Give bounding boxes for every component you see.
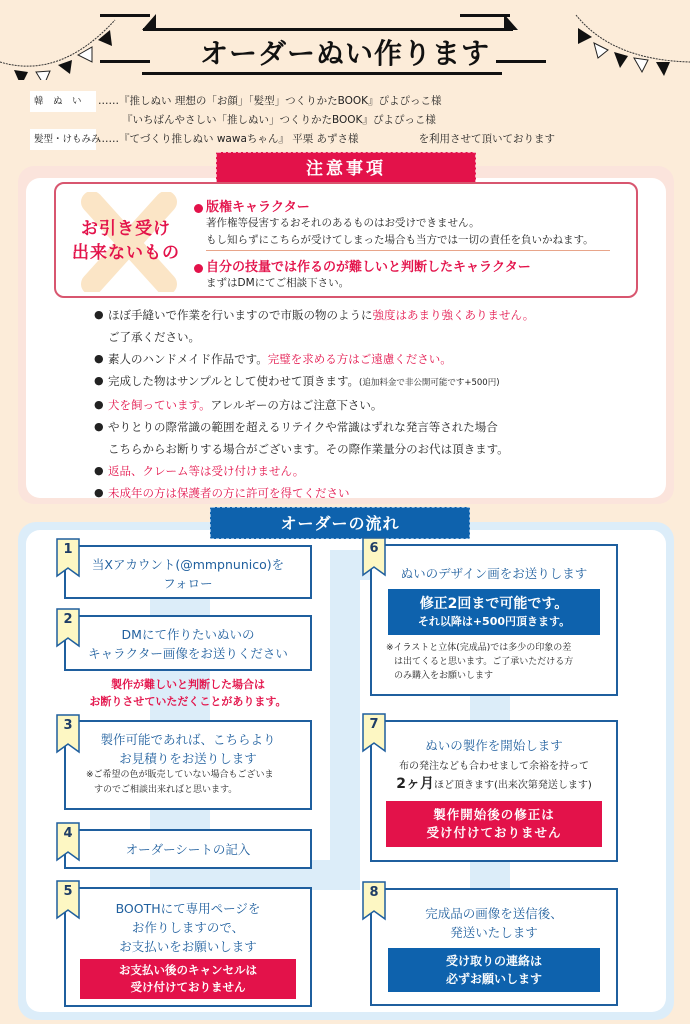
step-body [372, 775, 616, 795]
step-1-card [64, 545, 312, 599]
step-text: BOOTHにて専用ページを [115, 901, 261, 916]
bullet-icon [94, 326, 108, 348]
step-8-info-band [388, 948, 600, 992]
rule-text: ほぼ手縫いで作業を行いますので市販の物のように [108, 308, 373, 322]
step-text: 完成品の画像を送信後、 [425, 906, 563, 921]
bullet-icon: ● [94, 308, 104, 321]
step-number: 5 [63, 884, 73, 899]
step-number: 4 [63, 826, 73, 841]
step-6-card [370, 544, 618, 696]
step-body-rest: ほど頂きます(出来次第発送します) [433, 780, 592, 791]
step-text: お作りしますので、 [131, 920, 245, 935]
step-note: は出てくると思います。ご了承いただける方 [394, 657, 574, 667]
step-text: お支払いをお願いします [119, 939, 257, 954]
step-text: オーダーシートの記入 [125, 842, 251, 857]
bullet-dot-icon [194, 264, 203, 273]
step-2-number-badge [56, 608, 80, 648]
step-3-card [64, 720, 312, 810]
bullet-icon: ● [94, 398, 104, 411]
step-5-warning-band [80, 959, 296, 999]
step-8-number-badge [362, 881, 386, 921]
step-6-number-badge [362, 537, 386, 577]
rule-item [94, 482, 654, 504]
step-7-number-badge [362, 713, 386, 753]
ng-title [66, 217, 186, 265]
step-text: フォロー [163, 576, 213, 591]
rule-text: やりとりの際常識の範囲を超えるリテイクや常識はずれな発言等された場合 [108, 420, 498, 434]
step-7-warning-band [386, 801, 602, 847]
bullet-icon [94, 438, 108, 460]
rule-highlight: 犬を飼っています。 [108, 398, 211, 412]
rules-list [94, 304, 654, 504]
step-2-warning [64, 676, 312, 710]
band-text: 修正2回まで可能です。 [419, 596, 569, 612]
credit-text: ……『推しぬい 理想の「お顔」「髪型」つくりかたBOOK』ぴよぴっこ様 [98, 95, 442, 107]
step-note: すのでご相談出来ればと思います。 [94, 785, 238, 795]
rule-text: こちらからお断りする場合がございます。その際作業量分のお代は頂きます。 [108, 442, 509, 456]
band-text: 受け取りの連絡は [445, 954, 542, 968]
rule-text: ご了承ください。 [108, 330, 200, 344]
credit-text: 『いちばんやさしい「推しぬい」つくりかたBOOK』ぴよぴっこ様 [122, 114, 436, 126]
step-note: ※イラストと立体(完成品)では多少の印象の差 [386, 643, 572, 653]
step-number: 3 [63, 718, 73, 733]
rule-item [94, 370, 654, 394]
step-note: ※ご希望の色が販売していない場合もございま [86, 770, 274, 780]
credit-suffix: を利用させて頂いております [418, 133, 556, 145]
step-text: 発送いたします [450, 925, 538, 940]
bullet-icon: ● [94, 464, 104, 477]
rule-text: 素人のハンドメイド作品です。 [108, 352, 268, 366]
band-text: 受け付けておりません [426, 825, 562, 840]
step-number: 2 [63, 612, 73, 627]
credit-row [30, 92, 670, 111]
step-text: ぬいの製作を開始します [425, 738, 563, 753]
step-4-card [64, 829, 312, 869]
rule-item [94, 326, 654, 348]
step-5-card [64, 887, 312, 1007]
credits-list [30, 92, 670, 149]
bullet-icon: ● [94, 420, 104, 433]
ng-title-line: お引き受け [81, 219, 171, 239]
step-text: お見積りをお送りします [119, 751, 257, 766]
rule-item [94, 460, 654, 482]
step-text: ぬいのデザイン画をお送りします [400, 566, 588, 581]
credit-row [30, 130, 670, 149]
rule-text: アレルギーの方はご注意下さい。 [210, 398, 383, 412]
step-number: 6 [369, 541, 379, 556]
step-7-card [370, 720, 618, 862]
band-text: 必ずお願いします [445, 972, 542, 986]
duration-value: 2ヶ月 [396, 776, 434, 792]
ng-item-desc: もし知らずにこちらが受けてしまった場合も当方では一切の責任を負いかねます。 [206, 234, 594, 246]
rule-item [94, 348, 654, 370]
rule-small-note: (追加料金で非公開可能です+500円) [359, 378, 500, 388]
warning-text: 製作が難しいと判断した場合は [111, 678, 265, 691]
rule-highlight: 強度はあまり強くありません。 [372, 308, 535, 322]
credit-text: ……『てづくり推しぬい wawaちゃん』 平栗 あずさ様 [98, 133, 359, 145]
step-number: 8 [369, 885, 379, 900]
ng-item-heading: 自分の技量では作るのが難しいと判断したキャラクター [206, 260, 531, 275]
caution-heading: 注意事項 [216, 152, 476, 184]
step-5-number-badge [56, 880, 80, 920]
ng-title-line: 出来ないもの [72, 243, 180, 263]
band-text: お支払い後のキャンセルは [119, 963, 257, 977]
bullet-dot-icon [194, 204, 203, 213]
step-3-number-badge [56, 714, 80, 754]
page-title: オーダーぬい作ります [199, 37, 490, 70]
band-text: 受け付けておりません [130, 980, 246, 994]
rule-text: 完成した物はサンプルとして使わせて頂きます。 [108, 374, 360, 388]
step-6-info-band [388, 589, 600, 635]
bullet-icon: ● [94, 486, 104, 499]
rule-item [94, 416, 654, 438]
credit-label: 髪型・けもみみ [30, 129, 96, 150]
bullet-icon: ● [94, 352, 104, 365]
step-note: のみ購入をお願いします [394, 671, 494, 681]
rule-item [94, 304, 654, 326]
credit-label [30, 120, 96, 122]
ng-item-desc: 著作権等侵害するおそれのあるものはお受けできません。 [206, 217, 480, 229]
step-text: 製作可能であれば、こちらより [100, 732, 276, 747]
ng-item [194, 256, 531, 292]
title-banner [100, 12, 590, 74]
step-4-number-badge [56, 822, 80, 862]
step-2-card [64, 615, 312, 671]
flow-heading: オーダーの流れ [210, 507, 470, 539]
warning-text: お断りさせていただくことがあります。 [89, 695, 287, 708]
rule-highlight: 返品、クレーム等は受け付けません。 [108, 464, 305, 478]
credit-label: 韓 ぬ い [30, 91, 96, 112]
band-text: 製作開始後の修正は [433, 807, 555, 822]
ng-item-desc: まずはDMにてご相談下さい。 [206, 277, 350, 289]
band-text: それ以降は+500円頂きます。 [417, 615, 571, 628]
rule-highlight: 未成年の方は保護者の方に許可を得てください [108, 486, 350, 500]
credit-row [30, 111, 670, 130]
ng-item-heading: 版権キャラクター [206, 200, 310, 215]
step-body: 布の発注なども合わせまして余裕を持って [399, 761, 589, 772]
rule-item [94, 394, 654, 416]
divider [206, 250, 610, 251]
step-8-card [370, 888, 618, 1006]
step-text: キャラクター画像をお送りください [88, 646, 288, 661]
flow-connector [330, 550, 360, 890]
step-text: 当Xアカウント(@mmpnunico)を [91, 557, 285, 572]
ng-item [194, 196, 594, 249]
rule-item [94, 438, 654, 460]
bullet-icon: ● [94, 374, 104, 387]
step-text: DMにて作りたいぬいの [121, 627, 255, 642]
step-1-number-badge [56, 538, 80, 578]
rule-highlight: 完璧を求める方はご遠慮ください。 [267, 352, 452, 366]
step-number: 7 [369, 717, 379, 732]
step-number: 1 [63, 542, 73, 557]
